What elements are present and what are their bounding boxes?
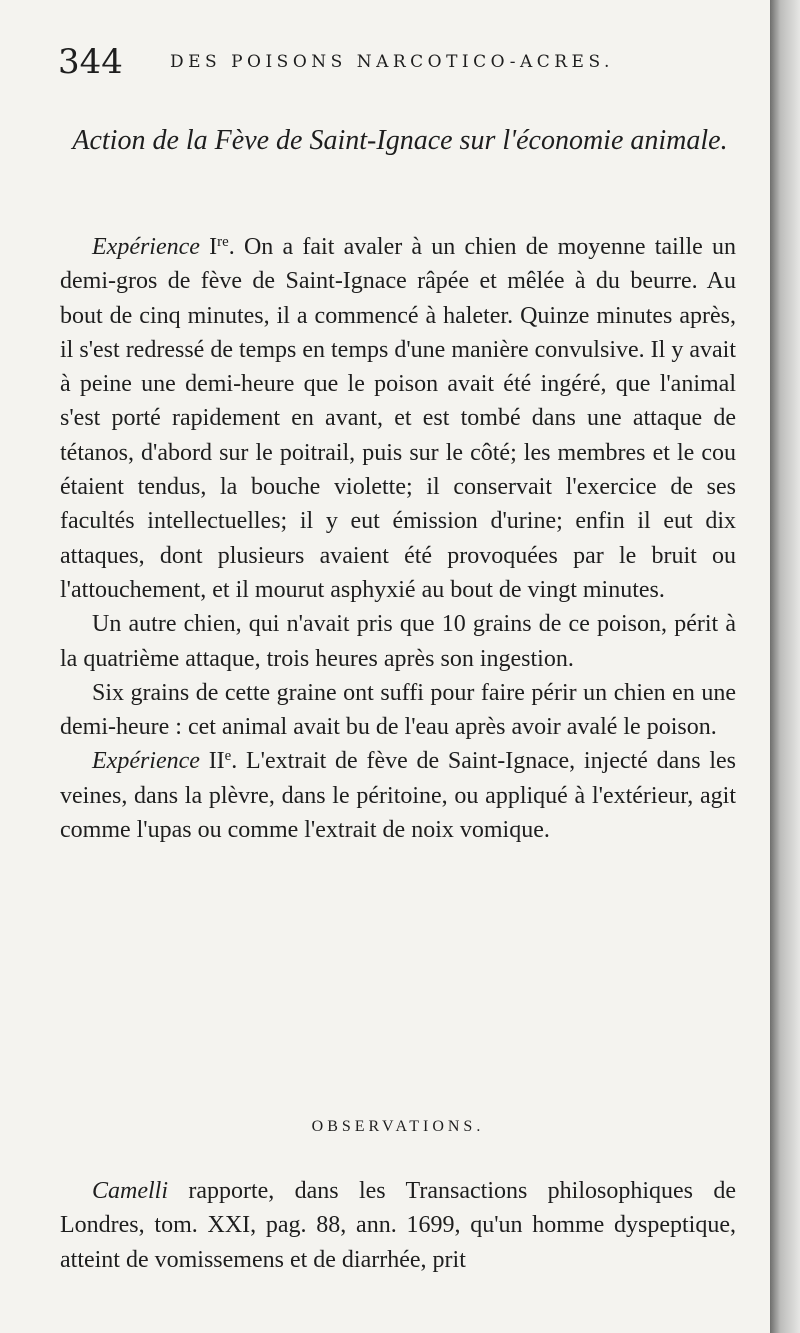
grain-count: 10 bbox=[441, 611, 466, 638]
paragraph-second-dog bbox=[60, 607, 736, 676]
paragraph-experience-1 bbox=[60, 230, 736, 607]
author-name: Camelli bbox=[92, 1178, 168, 1204]
observations-text bbox=[60, 1174, 736, 1277]
page-number: 344 bbox=[58, 42, 123, 82]
section-title: Action de la Fève de Saint-Ignace sur l'économie animale. bbox=[72, 125, 728, 156]
paragraph-text: Six grains de cette graine ont suffi pour faire périr un chien en une demi-heure : cet animal avait bu de l'eau après avoir avalé le poison. bbox=[60, 679, 736, 741]
paragraph-text: . L'extrait de fève de Saint-Ignace, injecté dans les veines, dans la plèvre, dans le péritoine, ou appliqué à l'extérieur, agit comme l'upas ou comme l'extrait de noix vomique. bbox=[60, 748, 737, 844]
experience-numeral: I bbox=[209, 234, 218, 260]
running-head-title: DES POISONS NARCOTICO-ACRES. bbox=[170, 52, 614, 72]
paragraph-text: . On a fait avaler à un chien de moyenne taille un demi-gros de fève de Saint-Ignace râpée et mêlée à du beurre. Au bout de cinq minutes, il a commencé à haleter. Quinze minutes après, il s'est redressé de temps en temps d'une manière convulsive. Il y avait à peine une demi-heure que le poison avait été ingéré, que l'animal s'est porté rapidement en avant, et est tombé dans une attaque de tétanos, d'abord sur le poitrail, puis sur le côté; les membres et le cou étaient tendus, la bouche violette; il conservait l'exercice de ses facultés intellectuelles; il y eut émission d'urine; enfin il eut dix attaques, dont plusieurs avaient été provoquées par le bruit ou l'attouchement, et il mourut asphyxié au bout de vingt minutes. bbox=[60, 234, 737, 603]
tome-number: XXI bbox=[207, 1212, 251, 1239]
paragraph-text: grains de ce poison, périt à la quatrième attaque, trois heures après son ingestion. bbox=[60, 611, 736, 672]
body-text bbox=[60, 230, 736, 847]
page-edge-shadow bbox=[770, 0, 800, 1333]
running-head bbox=[58, 40, 738, 84]
experience-ordinal-suffix: e bbox=[224, 748, 232, 765]
experience-numeral: II bbox=[208, 748, 225, 775]
experience-label: Expérience bbox=[92, 234, 200, 260]
experience-label: Expérience bbox=[92, 748, 200, 775]
observations-heading: OBSERVATIONS. bbox=[311, 1118, 485, 1135]
paragraph-text: Un autre chien, qui n'avait pris que bbox=[92, 611, 442, 638]
paragraph-six-grains bbox=[60, 676, 736, 745]
experience-ordinal-suffix: re bbox=[217, 233, 229, 250]
paragraph-text: , pag. 88, ann. 1699, qu'un homme dyspeptique, atteint de vomissemens et de diarrhée, prit bbox=[60, 1212, 736, 1273]
paragraph-experience-2 bbox=[60, 744, 736, 847]
paragraph-camelli bbox=[60, 1174, 736, 1277]
paragraph-text: rapporte, dans les Transactions philosophiques de Londres, tom. bbox=[60, 1178, 736, 1239]
